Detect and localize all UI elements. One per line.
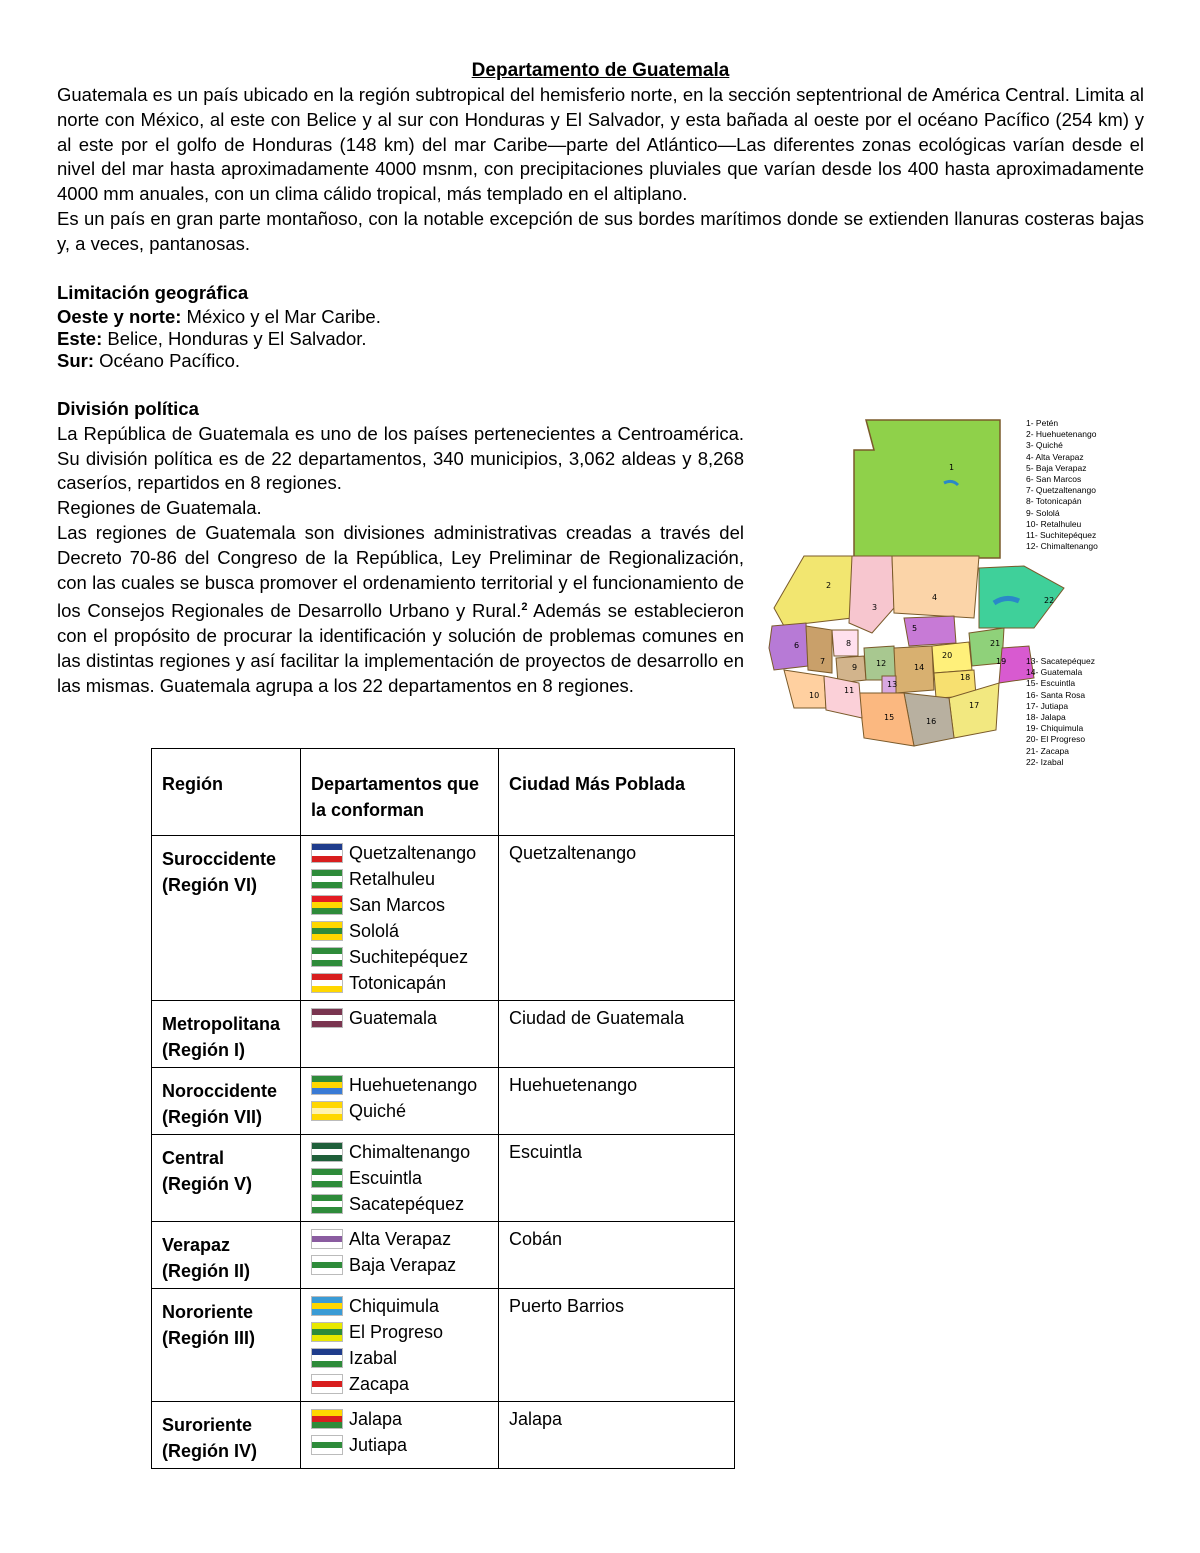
map-department-number: 20 (942, 651, 953, 660)
department-flag-icon (311, 1142, 343, 1162)
legend-item: 4- Alta Verapaz (1026, 451, 1084, 462)
map-department-number: 7 (820, 657, 826, 666)
limit-item: Este: Belice, Honduras y El Salvador. (57, 328, 367, 350)
region-cell: Central (Región V) (152, 1135, 301, 1222)
map-department-number: 3 (872, 603, 878, 612)
department-flag-icon (311, 1008, 343, 1028)
department-name: Jutiapa (349, 1435, 408, 1455)
department-item (311, 1098, 488, 1124)
legend-item: 12- Chimaltenango (1026, 541, 1098, 552)
region-cell: Metropolitana (Región I) (152, 1001, 301, 1068)
map-department-number: 8 (846, 639, 852, 648)
legend-item: 19- Chiquimula (1026, 723, 1084, 734)
table-row (152, 1402, 735, 1469)
department-name: Baja Verapaz (349, 1255, 457, 1275)
map-department-number: 18 (960, 673, 971, 682)
department-item (311, 1371, 488, 1397)
map-department-number: 15 (884, 713, 895, 722)
table-row (152, 1222, 735, 1289)
division-text (57, 422, 744, 699)
division-paragraph-3: Las regiones de Guatemala son divisiones administrativas creadas a través del Decreto 70-86 del Congreso de la República, Ley Preliminar de Regionalización, con las cuales se busca promover el ordenamiento territorial y el funcionamiento de los Consejos Regionales de Desarrollo Urbano y Rural.$^2$ Además se establecieron con el propósito de procurar la identificación y solución de problemas comunes en las distintas regiones y así facilitar la implementación de proyectos de desarrollo en las mismas. Guatemala agrupa a los 22 departamentos en 8 regiones. (57, 521, 744, 696)
map-department-number: 2 (826, 581, 832, 590)
legend-item: 16- Santa Rosa (1026, 689, 1086, 700)
table-row (152, 1068, 735, 1135)
department-flag-icon (311, 1435, 343, 1455)
department-flag-icon (311, 921, 343, 941)
legend-item: 5- Baja Verapaz (1026, 462, 1087, 473)
legend-item: 20- El Progreso (1026, 734, 1086, 745)
division-paragraph-2: Regiones de Guatemala. (57, 497, 262, 519)
header-city: Ciudad Más Poblada (499, 749, 735, 836)
departments-cell (301, 1402, 499, 1469)
document-page (57, 58, 1144, 767)
department-flag-icon (311, 1168, 343, 1188)
legend-item: 15- Escuintla (1026, 678, 1076, 689)
department-item (311, 840, 488, 866)
region-cell: Nororiente (Región III) (152, 1289, 301, 1402)
division-paragraph-1: La República de Guatemala es uno de los países pertenecientes a Centroamérica. Su división política es de 22 departamentos, 340 municipios, 3,062 aldeas y 8,268 caseríos, repartidos en 8 regiones. (57, 422, 744, 494)
table-row (152, 1289, 735, 1402)
department-flag-icon (311, 895, 343, 915)
legend-item: 14- Guatemala (1026, 667, 1083, 678)
city-cell: Quetzaltenango (499, 836, 735, 1001)
legend-item: 3- Quiché (1026, 440, 1063, 451)
legend-item: 13- Sacatepéquez (1026, 656, 1095, 666)
header-departments: Departamentos que la conforman (301, 749, 499, 836)
department-item (311, 1139, 488, 1165)
limit-item: Sur: Océano Pacífico. (57, 350, 241, 372)
department-flag-icon (311, 843, 343, 863)
legend-item: 2- Huehuetenango (1026, 429, 1097, 440)
department-item (311, 1072, 488, 1098)
department-item (311, 1293, 488, 1319)
legend-item: 9- Sololá (1026, 507, 1060, 518)
table-row (152, 1001, 735, 1068)
department-name: Alta Verapaz (349, 1229, 452, 1249)
department-item (311, 1191, 488, 1217)
legend-item: 17- Jutiapa (1026, 700, 1069, 711)
department-item (311, 1226, 488, 1252)
department-flag-icon (311, 1296, 343, 1316)
legend-item: 11- Suchitepéquez (1026, 530, 1097, 541)
department-item (311, 1345, 488, 1371)
city-cell: Ciudad de Guatemala (499, 1001, 735, 1068)
department-item (311, 866, 488, 892)
map-department-number: 22 (1044, 596, 1055, 605)
city-cell: Jalapa (499, 1402, 735, 1469)
map-legend-bottom (1026, 656, 1095, 768)
department-item (311, 944, 488, 970)
city-cell: Huehuetenango (499, 1068, 735, 1135)
department-item (311, 1252, 488, 1278)
region-cell: Verapaz (Región II) (152, 1222, 301, 1289)
intro-paragraph-1: Guatemala es un país ubicado en la región subtropical del hemisferio norte, en la sección septentrional de América Central. Limita al norte con México, al este con Belice y al sur con Honduras y El Salvador, y esta bañada al oeste por el océano Pacífico (254 km) y al este por el golfo de Honduras (148 km) del mar Caribe—parte del Atlántico—Las diferentes zonas ecológicas varían desde el nivel del mar hasta aproximadamente 4000 msnm, con precipitaciones pluviales que varían desde los 400 hasta aproximadamente 4000 mm anuales, con un clima cálido tropical, más templado en el altiplano. (57, 84, 1144, 205)
map-department-number: 17 (969, 701, 980, 710)
department-item (311, 1005, 488, 1031)
department-flag-icon (311, 973, 343, 993)
legend-item: 21- Zacapa (1026, 745, 1069, 756)
limit-item: Oeste y norte: México y el Mar Caribe. (57, 306, 381, 328)
departments-cell (301, 1222, 499, 1289)
department-flag-icon (311, 1322, 343, 1342)
map-department-number: 16 (926, 717, 937, 726)
map-department-number: 5 (912, 624, 918, 633)
department-item (311, 1165, 488, 1191)
map-department-number: 6 (794, 641, 800, 650)
department-name: Jalapa (349, 1409, 403, 1429)
department-name: Zacapa (349, 1374, 410, 1394)
header-region: Región (152, 749, 301, 836)
legend-item: 10- Retalhuleu (1026, 518, 1082, 529)
department-item (311, 1406, 488, 1432)
departments-cell (301, 1135, 499, 1222)
department-name: Chiquimula (349, 1296, 440, 1316)
map-department-number: 21 (990, 639, 1001, 648)
departments-cell (301, 1001, 499, 1068)
department-flag-icon (311, 1374, 343, 1394)
department-flag-icon (311, 947, 343, 967)
department-item (311, 918, 488, 944)
department-name: Retalhuleu (349, 869, 436, 889)
department-name: Izabal (349, 1348, 398, 1368)
map-department-number: 4 (932, 593, 938, 602)
legend-item: 1- Petén (1026, 418, 1059, 428)
region-cell: Suroriente (Región IV) (152, 1402, 301, 1469)
legend-item: 7- Quetzaltenango (1026, 485, 1096, 496)
department-name: Quetzaltenango (349, 843, 477, 863)
department-flag-icon (311, 1101, 343, 1121)
department-name: Chimaltenango (349, 1142, 471, 1162)
departments-cell (301, 1289, 499, 1402)
department-name: El Progreso (349, 1322, 444, 1342)
legend-item: 18- Jalapa (1026, 712, 1066, 723)
map-department-number: 12 (876, 659, 887, 668)
department-name: San Marcos (349, 895, 446, 915)
department-name: Escuintla (349, 1168, 423, 1188)
region-cell: Suroccidente (Región VI) (152, 836, 301, 1001)
departments-cell (301, 836, 499, 1001)
map-department-number: 10 (809, 691, 820, 700)
city-cell: Puerto Barrios (499, 1289, 735, 1402)
department-name: Sacatepéquez (349, 1194, 465, 1214)
city-cell: Cobán (499, 1222, 735, 1289)
department-name: Huehuetenango (349, 1075, 478, 1095)
region-cell: Noroccidente (Región VII) (152, 1068, 301, 1135)
department-item (311, 1319, 488, 1345)
department-name: Quiché (349, 1101, 407, 1121)
intro-paragraph-2: Es un país en gran parte montañoso, con la notable excepción de sus bordes marítimos donde se extienden llanuras costeras bajas y, a veces, pantanosas. (57, 207, 1144, 254)
department-flag-icon (311, 1075, 343, 1095)
table-row (152, 1135, 735, 1222)
table-row (152, 836, 735, 1001)
map-legend-top (1026, 418, 1098, 552)
department-flag-icon (311, 1409, 343, 1429)
guatemala-map (764, 408, 1144, 768)
departments-cell (301, 1068, 499, 1135)
department-item (311, 892, 488, 918)
map-department-number: 1 (949, 463, 955, 472)
legend-item: 6- San Marcos (1026, 474, 1082, 485)
page-title: Departamento de Guatemala (471, 60, 730, 81)
map-department-number: 9 (852, 663, 858, 672)
regions-table (151, 748, 735, 1469)
legend-item: 8- Totonicapán (1026, 496, 1082, 507)
department-item (311, 1432, 488, 1458)
department-flag-icon (311, 1255, 343, 1275)
map-department-number: 19 (996, 657, 1007, 666)
map-department-number: 14 (914, 663, 925, 672)
table-header-row (152, 749, 735, 836)
department-item (311, 970, 488, 996)
limits-list (57, 306, 1144, 372)
department-name: Totonicapán (349, 973, 447, 993)
department-name: Guatemala (349, 1008, 438, 1028)
legend-item: 22- Izabal (1026, 756, 1064, 767)
map-department-number: 11 (844, 686, 855, 695)
limits-heading: Limitación geográfica (57, 282, 249, 304)
department-flag-icon (311, 1348, 343, 1368)
division-heading: División política (57, 397, 199, 419)
department-name: Sololá (349, 921, 400, 941)
map-department-number: 13 (887, 680, 898, 689)
city-cell: Escuintla (499, 1135, 735, 1222)
department-flag-icon (311, 1194, 343, 1214)
department-flag-icon (311, 869, 343, 889)
department-name: Suchitepéquez (349, 947, 469, 967)
department-flag-icon (311, 1229, 343, 1249)
